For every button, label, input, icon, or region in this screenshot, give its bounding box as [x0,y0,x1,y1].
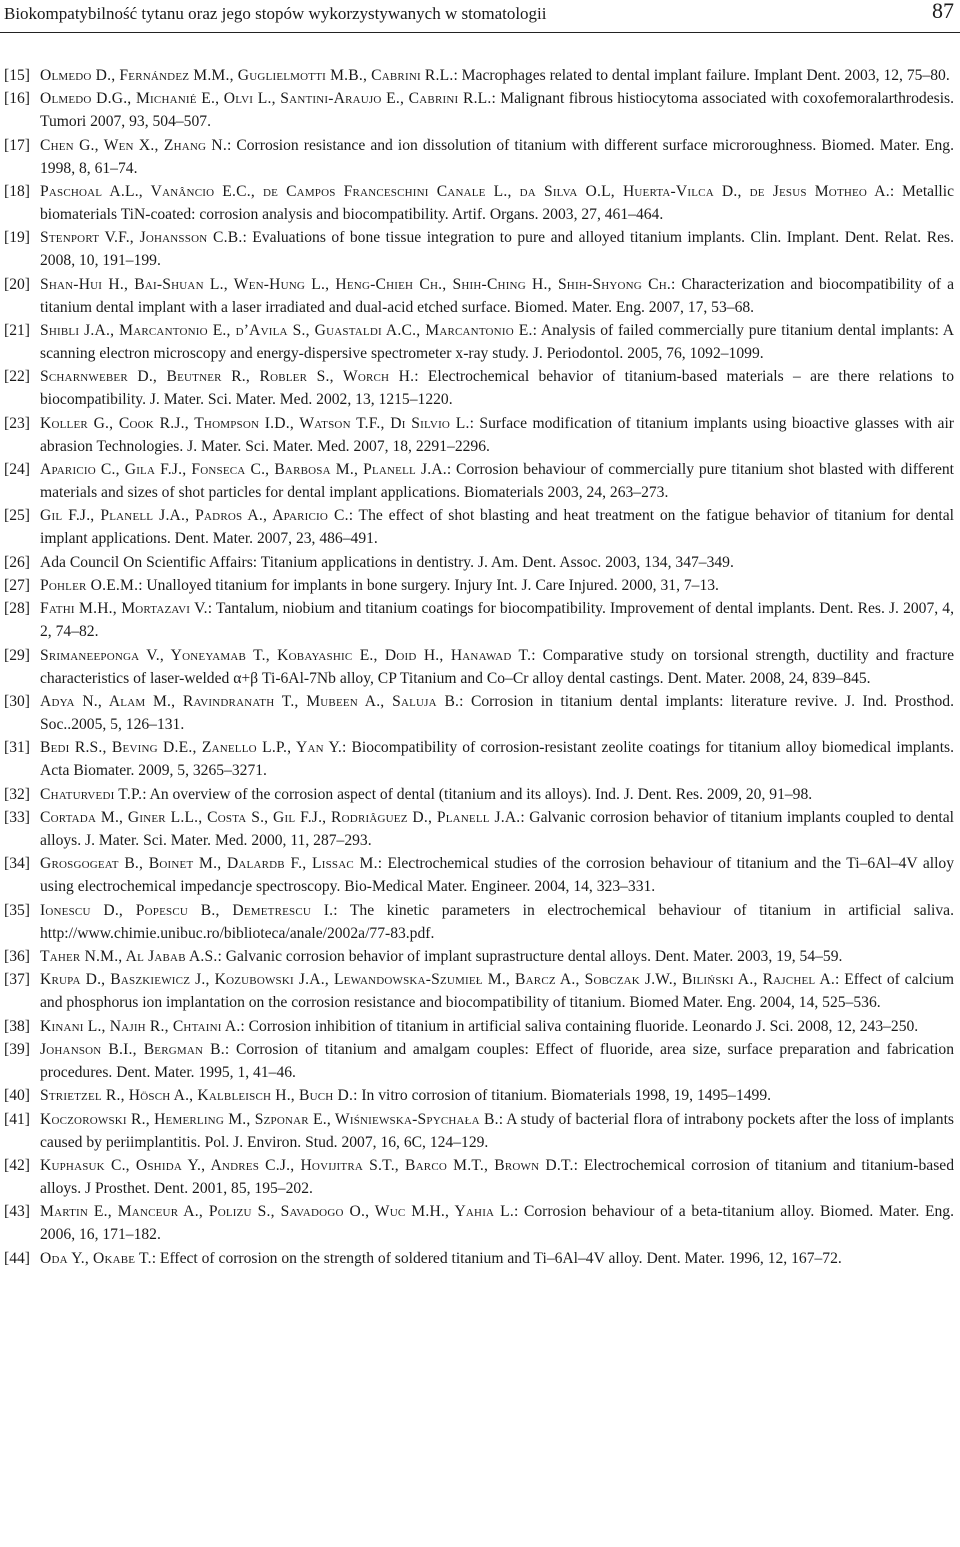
reference-number: [18] [4,183,30,201]
reference-item [4,227,954,273]
reference-item [4,853,954,899]
reference-number: [28] [4,600,30,618]
reference-text: : Corrosion inhibition of titanium in artificial saliva containing fluoride. Leonardo J. Sci. 2008, 12, 243–250. [240,1017,919,1035]
reference-item [4,900,954,946]
reference-number: [16] [4,90,30,108]
reference-text: : Corrosion resistance and ion dissolution of titanium with different surface microroughness. Biomed. Mater. Eng. 1998, 8, 61–74. [40,136,954,177]
reference-authors: Chen G., Wen X., Zhang N. [40,136,227,154]
reference-text: : Electrochemical studies of the corrosion behaviour of titanium and the Ti–6Al–4V alloy using electrochemical impedancje spectroscopy. Bio-Medical Mater. Engineer. 2004, 14, 323–331. [40,855,954,896]
reference-text: : Malignant fibrous histiocytoma associated with coxofemoralarthrodesis. Tumori 2007, 93, 504–507. [40,90,954,131]
reference-text: : Galvanic corrosion behavior of titanium implants coupled to dental alloys. J. Mater. Sci. Mater. Med. 2000, 11, 287–293. [40,809,954,849]
reference-item [4,552,954,575]
reference-item [4,575,954,598]
reference-number: [30] [4,692,30,710]
reference-text: Ada Council On Scientific Affairs: Titanium applications in dentistry. J. Am. Dent. Assoc. 2003, 134, 347–349. [40,553,734,571]
reference-authors: Adya N., Alam M., Ravindranath T., Mubeen A., Saluja B. [40,692,460,710]
reference-text: : In vitro corrosion of titanium. Biomaterials 1998, 19, 1495–1499. [353,1087,772,1105]
reference-authors: Strietzel R., Hösch A., Kalbleisch H., Buch D. [40,1087,354,1105]
reference-number: [34] [4,855,30,873]
reference-item [4,1109,954,1155]
reference-text: : Tantalum, niobium and titanium coatings for biocompatibility. Improvement of dental implants. Dent. Res. J. 2007, 4, 2, 74–82. [40,600,955,641]
reference-number: [23] [4,414,30,432]
reference-authors: Srimaneeponga V., Yoneyamab T., Kobayashic E., Doid H., Hanawad T. [40,646,532,664]
reference-number: [42] [4,1157,30,1175]
reference-item [4,366,954,412]
running-title: Biokompatybilność tytanu oraz jego stopów wykorzystywanych w stomatologii [4,4,547,23]
reference-authors: Olmedo D., Fernández M.M., Guglielmotti M.B., Cabrini R.L. [40,67,454,84]
reference-number: [24] [4,460,30,478]
reference-authors: Martin E., Manceur A., Polizu S., Savadogo O., Wuc M.H., Yahia L. [40,1203,514,1221]
reference-text: : Surface modification of titanium implants using bioactive glasses with air abrasion Technologies. J. Mater. Sci. Mater. Med. 2007, 18, 2291–2296. [40,414,954,455]
reference-item [4,737,954,783]
reference-text: : Biocompatibility of corrosion-resistant zeolite coatings for titanium alloy biomedical implants. Acta Biomater. 2009, 5, 3265–3271. [40,739,955,780]
reference-item [4,413,954,459]
reference-authors: Kuphasuk C., Oshida Y., Andres C.J., Hovijitra S.T., Barco M.T., Brown D.T. [40,1157,574,1175]
reference-authors: Stenport V.F., Johansson C.B. [40,229,243,247]
reference-number: [44] [4,1249,30,1267]
reference-text: : Effect of corrosion on the strength of soldered titanium and Ti–6Al–4V alloy. Dent. Mater. 1996, 12, 167–72. [151,1249,842,1267]
reference-item [4,181,954,227]
reference-number: [35] [4,901,30,919]
reference-item [4,505,954,551]
reference-number: [31] [4,739,30,757]
reference-authors: Aparicio C., Gila F.J., Fonseca C., Barbosa M., Planell J.A. [40,460,447,478]
reference-item [4,1201,954,1247]
reference-item [4,598,954,644]
reference-text: : An overview of the corrosion aspect of dental (titanium and its alloys). Ind. J. Dent. Res. 2009, 20, 91–98. [142,785,813,803]
reference-number: [20] [4,275,30,293]
page-header [0,0,960,34]
reference-item [4,135,954,181]
reference-authors: Johanson B.I., Bergman B. [40,1041,225,1059]
page-number: 87 [932,0,954,23]
reference-number: [25] [4,507,30,525]
reference-text: : Corrosion in titanium dental implants: literature revive. J. Ind. Prosthod. Soc..2005, 5, 126–131. [40,692,954,733]
reference-number: [19] [4,229,30,247]
reference-authors: Chaturvedi T.P. [40,785,143,803]
reference-text: : Corrosion behaviour of commercially pure titanium shot blasted with different materials and sizes of shot particles for dental implant applications. Biomaterials 2003, 24, 263–273. [40,460,954,501]
reference-text: : Effect of calcium and phosphorus ion implantation on the corrosion resistance and biocompatibility of titanium. Biomed Mater. Eng. 2004, 14, 525–536. [40,971,954,1012]
reference-list [4,65,954,1271]
header-rule [0,32,960,33]
reference-text: : Macrophages related to dental implant failure. Implant Dent. 2003, 12, 75–80. [453,67,950,84]
reference-text: : Unalloyed titanium for implants in bone surgery. Injury Int. J. Care Injured. 2000, 31, 7–13. [138,576,719,594]
reference-item [4,459,954,505]
reference-authors: Bedi R.S., Beving D.E., Zanello L.P., Yan Y. [40,739,343,757]
reference-authors: Scharnweber D., Beutner R., Robler S., Worch H. [40,368,415,386]
reference-authors: Koller G., Cook R.J., Thompson I.D., Watson T.F., Di Silvio L. [40,414,470,432]
reference-authors: Ionescu D., Popescu B., Demetrescu I. [40,901,334,919]
reference-item [4,807,954,853]
reference-authors: Pohler O.E.M. [40,576,139,594]
reference-authors: Kinani L., Najih R., Chtaini A. [40,1017,241,1035]
reference-authors: Paschoal A.L., Vanâncio E.C., de Campos Franceschini Canale L., da Silva O.L, Huerta-Vilca D., de Jesus Motheo A. [40,183,890,201]
reference-item [4,1085,954,1108]
reference-authors: Oda Y., Okabe T. [40,1249,152,1267]
reference-item [4,1155,954,1201]
reference-text: : Galvanic corrosion behavior of implant suprastructure dental alloys. Dent. Mater. 2003, 19, 54–59. [217,947,843,965]
reference-authors: Koczorowski R., Hemerling M., Szponar E., Wiśniewska-Spychała B. [40,1110,499,1128]
reference-number: [21] [4,321,30,339]
reference-text: : Characterization and biocompatibility of a titanium dental implant with a laser irradiated and dual-acid etched surface. Biomed. Mater. Eng. 2007, 17, 53–68. [40,275,954,316]
reference-item [4,65,954,88]
reference-number: [29] [4,646,30,664]
reference-text: : Electrochemical corrosion of titanium and titanium-based alloys. J Prosthet. Dent. 2001, 85, 195–202. [40,1157,954,1197]
reference-number: [39] [4,1041,30,1059]
reference-text: : The kinetic parameters in electrochemical behaviour of titanium in artificial saliva. http://www.chimie.unibuc.ro/biblioteca/anale/2002a/77-83.pdf. [40,901,954,942]
reference-authors: Shan-Hui H., Bai-Shuan L., Wen-Hung L., Heng-Chieh Ch., Shih-Ching H., Shih-Shyong Ch. [40,275,672,293]
reference-number: [41] [4,1110,30,1128]
reference-text: : Electrochemical behavior of titanium-based materials – are there relations to biocompatibility. J. Mater. Sci. Mater. Med. 2002, 13, 1215–1220. [40,368,954,409]
reference-item [4,1039,954,1085]
reference-authors: Shibli J.A., Marcantonio E., d’Avila S., Guastaldi A.C., Marcantonio E. [40,321,533,339]
reference-number: [26] [4,553,30,571]
reference-authors: Taher N.M., Al Jabab A.S. [40,947,218,965]
reference-item [4,88,954,134]
reference-number: [17] [4,136,30,154]
reference-number: [40] [4,1087,30,1105]
reference-number: [43] [4,1203,30,1221]
reference-item [4,320,954,366]
reference-number: [32] [4,785,30,803]
reference-number: [33] [4,809,30,826]
reference-number: [22] [4,368,30,386]
reference-item [4,645,954,691]
reference-text: : Corrosion behaviour of a beta-titanium alloy. Biomed. Mater. Eng. 2006, 16, 171–182. [40,1203,955,1244]
reference-authors: Gil F.J., Planell J.A., Padros A., Aparicio C. [40,507,349,525]
reference-text: : Analysis of failed commercially pure titanium dental implants: A scanning electron microscopy and energy-dispersive spectrometer x-ray study. J. Periodontol. 2005, 76, 1092–1099. [40,321,955,362]
reference-item [4,1248,954,1271]
reference-text: : Comparative study on torsional strength, ductility and fracture characteristics of laser-welded α+β Ti-6Al-7Nb alloy, CP Titanium and Co–Cr alloy dental castings. Dent. Mater. 2008, 24, 839–845. [40,646,954,687]
reference-item [4,1016,954,1039]
reference-item [4,784,954,807]
reference-authors: Olmedo D.G., Michanié E., Olvi L., Santini-Araujo E., Cabrini R.L. [40,90,492,108]
reference-authors: Cortada M., Giner L.L., Costa S., Gil F.J., Rodriâguez D., Planell J.A. [40,809,521,826]
reference-authors: Krupa D., Baszkiewicz J., Kozubowski J.A., Lewandowska-Szumieł M., Barcz A., Sobczak J.W., Biliński A., Rajchel A. [40,971,836,989]
reference-text: : Metallic biomaterials TiN-coated: corrosion analysis and biocompatibility. Artif. Organs. 2003, 27, 461–464. [40,183,954,223]
reference-text: : Evaluations of bone tissue integration to pure and alloyed titanium implants. Clin. Implant. Dent. Relat. Res. 2008, 10, 191–199. [40,229,954,270]
reference-number: [27] [4,576,30,594]
reference-text: : Corrosion of titanium and amalgam couples: Effect of fluoride, area size, surface preparation and fabrication procedures. Dent. Mater. 1995, 1, 41–46. [40,1041,954,1081]
reference-text: : A study of bacterial flora of intrabony pockets after the loss of implants caused by periimplantitis. Pol. J. Environ. Stud. 2007, 16, 6C, 124–129. [40,1110,954,1151]
reference-item [4,691,954,737]
reference-text: : The effect of shot blasting and heat treatment on the fatigue behavior of titanium for dental implant applications. Dent. Mater. 2007, 23, 486–491. [40,507,954,548]
reference-authors: Fathi M.H., Mortazavi V. [40,600,208,618]
reference-number: [36] [4,947,30,965]
reference-number: [38] [4,1017,30,1035]
reference-item [4,969,954,1015]
reference-number: [15] [4,67,30,84]
reference-item [4,946,954,969]
reference-item [4,274,954,320]
reference-number: [37] [4,971,30,989]
reference-authors: Grosgogeat B., Boinet M., Dalardb F., Lissac M. [40,855,378,873]
